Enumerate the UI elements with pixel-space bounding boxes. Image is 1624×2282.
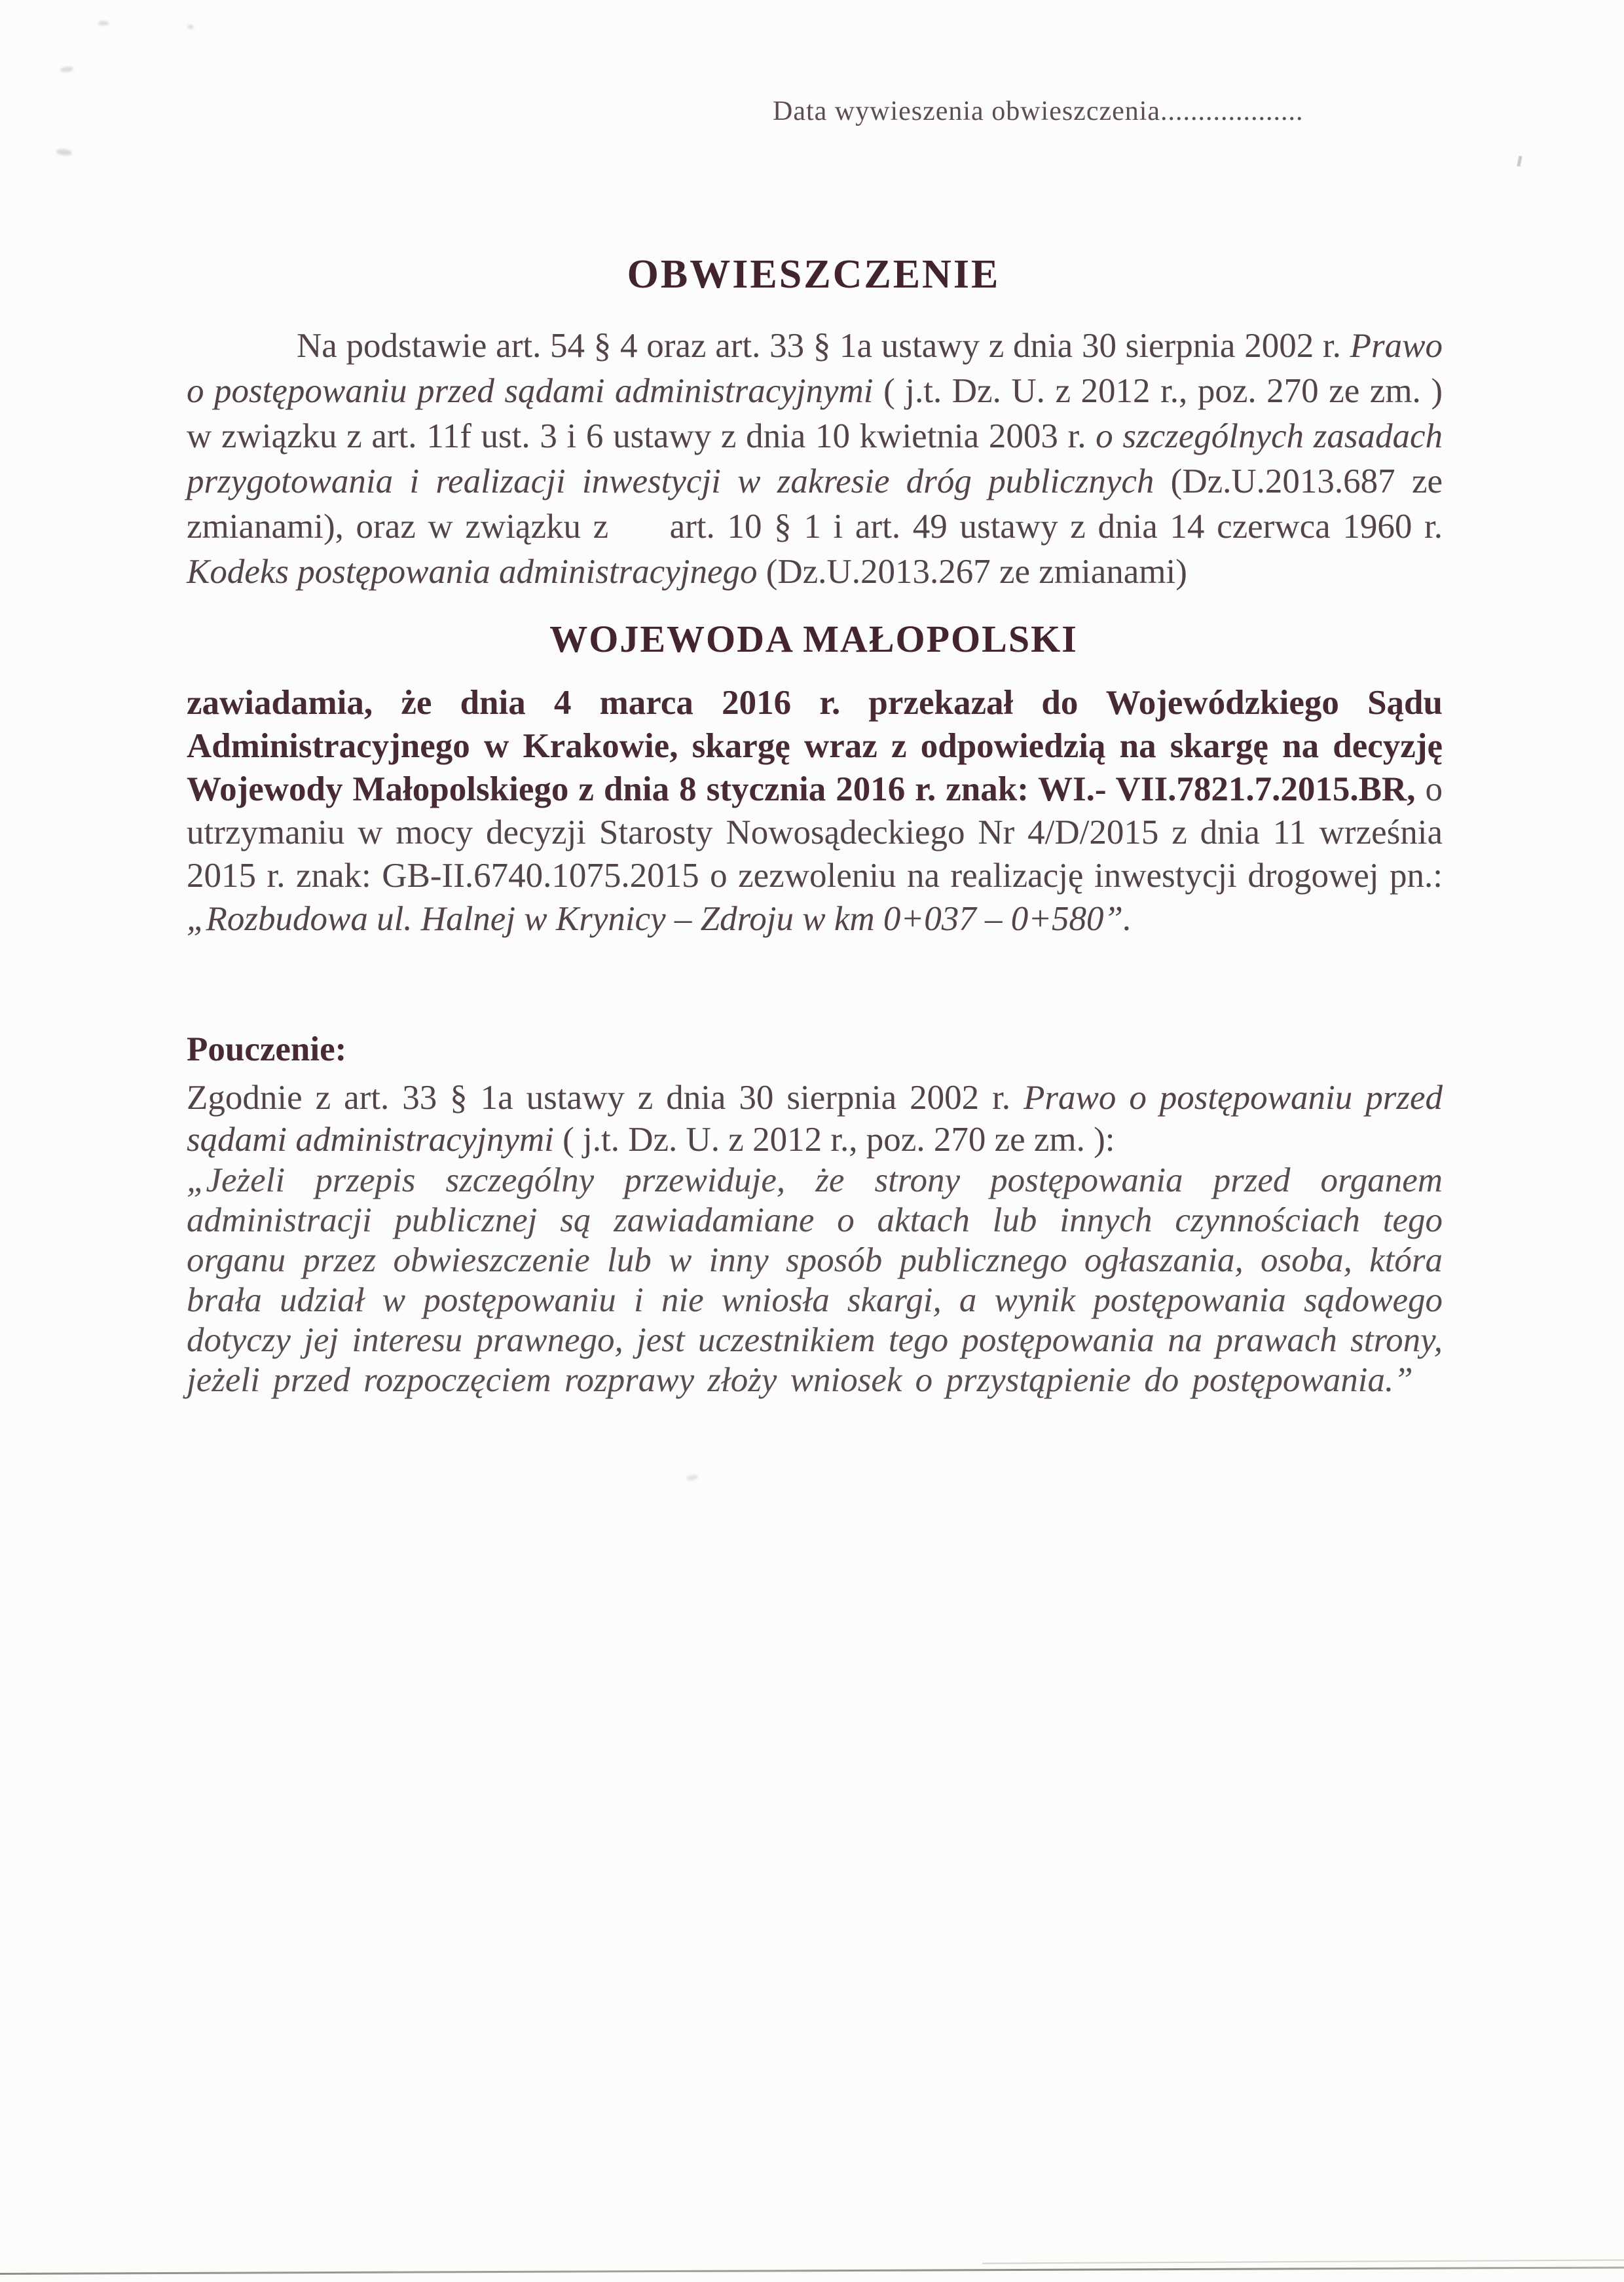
text-segment-normal: (Dz.U.2013.267 ze zmianami) bbox=[757, 553, 1187, 591]
scan-edge-line-secondary bbox=[982, 2259, 1624, 2264]
text-segment-normal: Na podstawie art. 54 § 4 oraz art. 33 § 1a ustawy z dnia 30 sierpnia 2002 r. bbox=[297, 327, 1350, 365]
posting-date-line: Data wywieszenia obwieszczenia................... bbox=[773, 96, 1304, 126]
document-title: OBWIESZCZENIE bbox=[627, 252, 1001, 297]
text-segment-normal: Zgodnie z art. 33 § 1a ustawy z dnia 30 sierpnia 2002 r. bbox=[187, 1079, 1024, 1117]
scan-smudge bbox=[98, 21, 109, 26]
legal-basis-paragraph bbox=[187, 324, 1443, 595]
text-segment-normal: (Dz.U.2013.687 ze zmianami), oraz w związku z art. 10 § 1 i art. 49 ustawy z dnia 14 czerwca 1960 r. bbox=[187, 462, 1443, 546]
text-segment-normal: o utrzymaniu w mocy decyzji Starosty Nowosądeckiego Nr 4/D/2015 z dnia 11 września 2015 r. znak: GB-II.6740.1075.2015 o zezwoleniu na realizację inwestycji drogowej pn.: bbox=[187, 770, 1443, 895]
text-segment-bold: zawiadamia, że dnia 4 marca 2016 r. przekazał do Wojewódzkiego Sądu Administracyjnego w Krakowie, skargę wraz z odpowiedzią na skargę na decyzję Wojewody Małopolskiego z dnia 8 stycznia 2016 r. znak: WI.- VII.7821.7.2015.BR, bbox=[187, 684, 1443, 808]
text-segment-italic: „Rozbudowa ul. Halnej w Krynicy – Zdroju w km 0+037 – 0+580”. bbox=[187, 900, 1132, 938]
scan-smudge bbox=[56, 149, 73, 156]
text-segment-italic: „Jeżeli przepis szczególny przewiduje, że strony postępowania przed organem administracji publicznej są zawiadamiane o aktach lub innych czynnościach tego organu przez obwieszczenie lub w inny sposób publicznego ogłaszania, osoba, która brała udział w postępowaniu i nie wniosła skargi, a wynik postępowania sądowego dotyczy jej interesu prawnego, jest uczestnikiem tego postępowania na prawach strony, jeżeli przed rozpoczęciem rozprawy złoży wniosek o przystąpienie do postępowania.” bbox=[187, 1161, 1443, 1399]
scan-smudge bbox=[686, 1474, 698, 1482]
authority-heading: WOJEWODA MAŁOPOLSKI bbox=[549, 618, 1078, 660]
instruction-basis-paragraph bbox=[187, 1077, 1443, 1161]
scan-edge-line bbox=[0, 2266, 1624, 2275]
text-segment-normal: ( j.t. Dz. U. z 2012 r., poz. 270 ze zm. ): bbox=[553, 1121, 1115, 1159]
scan-smudge bbox=[60, 66, 74, 73]
notice-paragraph bbox=[187, 681, 1443, 941]
scan-smudge bbox=[187, 25, 194, 29]
text-segment-italic: o szczególnych zasadach przygotowania i realizacji inwestycji w zakresie dróg publicznych bbox=[187, 417, 1443, 500]
text-segment-italic: Prawo o postępowaniu przed sądami administracyjnymi bbox=[187, 1079, 1443, 1159]
text-segment-normal: ( j.t. Dz. U. z 2012 r., poz. 270 ze zm. ) w związku z art. 11f ust. 3 i 6 ustawy z dnia 10 kwietnia 2003 r. bbox=[187, 372, 1443, 455]
instruction-heading: Pouczenie: bbox=[187, 1030, 347, 1068]
text-segment-italic: Prawo o postępowaniu przed sądami administracyjnymi bbox=[187, 327, 1443, 410]
scan-speck bbox=[1517, 156, 1522, 167]
quoted-provision-paragraph bbox=[187, 1161, 1443, 1400]
text-segment-italic: Kodeks postępowania administracyjnego bbox=[187, 553, 758, 591]
